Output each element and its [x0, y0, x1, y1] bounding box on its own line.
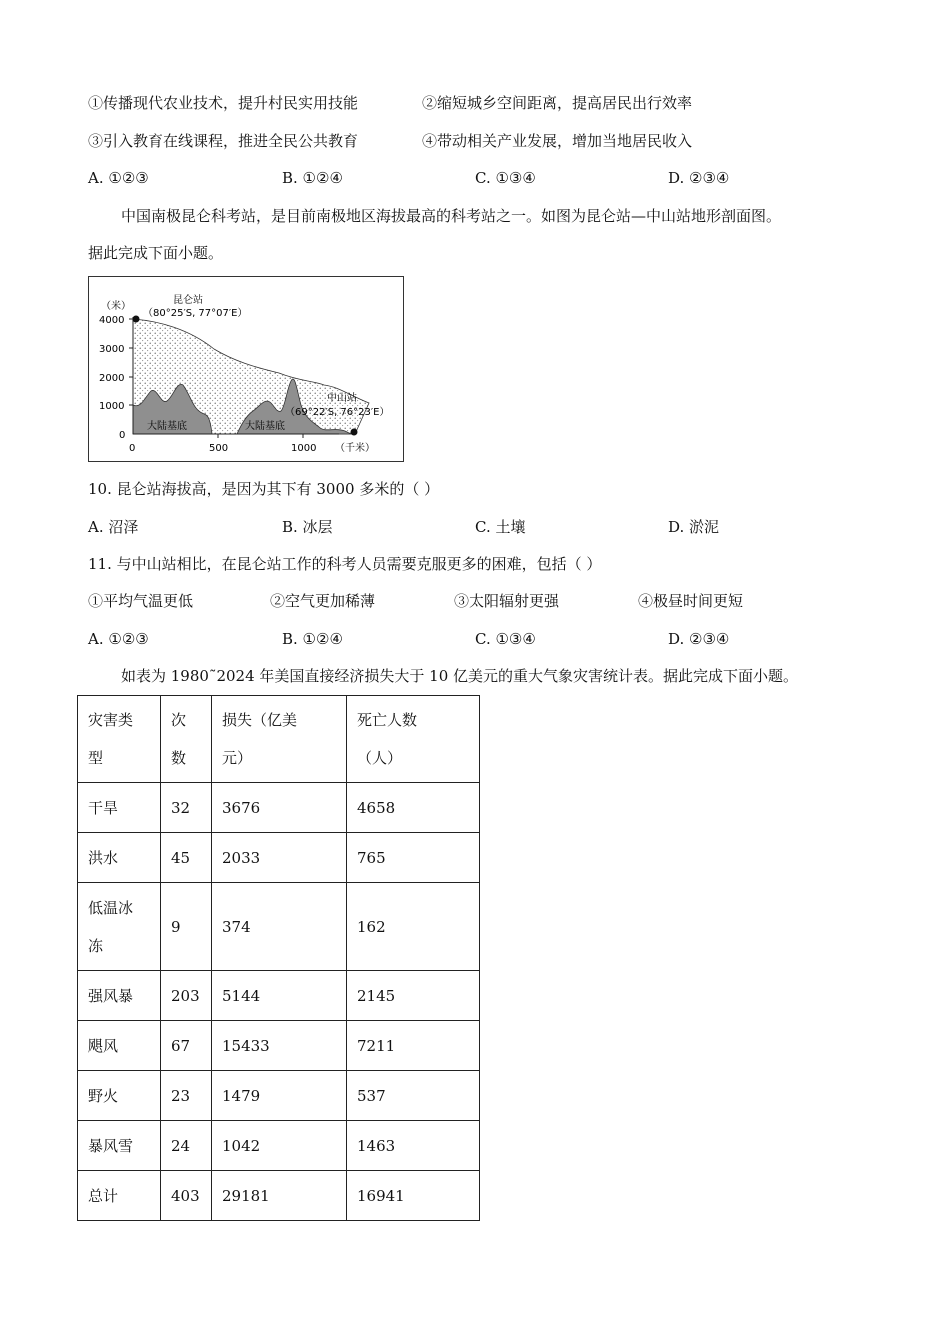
- q11-option-c: C. ①③④: [475, 630, 536, 648]
- table-cell: 16941: [347, 1171, 480, 1221]
- table-cell: 干旱: [78, 783, 161, 833]
- intro-figure-line-2: 据此完成下面小题。: [88, 244, 224, 262]
- table-cell: 1463: [347, 1121, 480, 1171]
- table-cell: 飓风: [78, 1021, 161, 1071]
- q9-statement-3: ③引入教育在线课程，推进全民公共教育: [88, 132, 359, 150]
- q9-statement-4: ④带动相关产业发展，增加当地居民收入: [422, 132, 693, 150]
- q10-option-b: B. 冰层: [282, 518, 333, 536]
- intro-figure-line-1: 中国南极昆仑科考站，是目前南极地区海拔最高的科考站之一。如图为昆仑站—中山站地形剖面图。: [121, 207, 782, 225]
- table-cell: 29181: [212, 1171, 347, 1221]
- disaster-statistics-table: [77, 695, 480, 1221]
- table-header-cell: 次 数: [161, 696, 212, 783]
- table-header-cell: 灾害类 型: [78, 696, 161, 783]
- x-tick-0: 0: [129, 443, 136, 454]
- table-cell: 23: [161, 1071, 212, 1121]
- continental-base-label-1: 大陆基底: [147, 421, 187, 432]
- table-cell: 9: [161, 883, 212, 971]
- table-header-row: [78, 696, 480, 783]
- y-tick-2000: 2000: [99, 373, 125, 384]
- q11-option-a: A. ①②③: [88, 630, 149, 648]
- zhongshan-station-label: 中山站: [327, 393, 357, 404]
- table-cell: 野火: [78, 1071, 161, 1121]
- intro-table: 如表为 1980˜2024 年美国直接经济损失大于 10 亿美元的重大气象灾害统计表。据此完成下面小题。: [121, 667, 799, 685]
- table-row: [78, 783, 480, 833]
- table-cell: 3676: [212, 783, 347, 833]
- y-tick-3000: 3000: [99, 344, 125, 355]
- table-cell: 203: [161, 971, 212, 1021]
- q11-option-b: B. ①②④: [282, 630, 343, 648]
- table-cell: 2145: [347, 971, 480, 1021]
- table-cell: 162: [347, 883, 480, 971]
- q11-statement-4: ④极昼时间更短: [638, 592, 744, 610]
- table-cell: 15433: [212, 1021, 347, 1071]
- kunlun-station-label: 昆仑站: [173, 295, 203, 306]
- table-cell: 45: [161, 833, 212, 883]
- zhongshan-station-point: [351, 429, 358, 436]
- table-cell: 32: [161, 783, 212, 833]
- terrain-profile-svg: [89, 277, 405, 463]
- table-row: [78, 883, 480, 971]
- table-row: [78, 971, 480, 1021]
- q9-statement-2: ②缩短城乡空间距离，提高居民出行效率: [422, 94, 693, 112]
- q11-statement-1: ①平均气温更低: [88, 592, 194, 610]
- y-axis-unit: （米）: [101, 301, 131, 312]
- q11-statement-2: ②空气更加稀薄: [270, 592, 376, 610]
- table-cell: 403: [161, 1171, 212, 1221]
- table-cell: 1042: [212, 1121, 347, 1171]
- y-tick-0: 0: [119, 430, 126, 441]
- q9-option-d: D. ②③④: [668, 169, 730, 187]
- table-cell: 67: [161, 1021, 212, 1071]
- continental-base-label-2: 大陆基底: [245, 421, 285, 432]
- y-tick-4000: 4000: [99, 315, 125, 326]
- table-cell: 537: [347, 1071, 480, 1121]
- table-cell: 2033: [212, 833, 347, 883]
- table-cell: 374: [212, 883, 347, 971]
- x-tick-500: 500: [209, 443, 229, 454]
- table-cell: 765: [347, 833, 480, 883]
- q10-stem: 10. 昆仑站海拔高，是因为其下有 3000 多米的（ ）: [88, 480, 440, 498]
- table-cell: 强风暴: [78, 971, 161, 1021]
- y-tick-1000: 1000: [99, 401, 125, 412]
- x-axis-unit: （千米）: [335, 443, 375, 454]
- table-cell: 7211: [347, 1021, 480, 1071]
- table-cell: 总计: [78, 1171, 161, 1221]
- kunlun-station-point: [133, 316, 140, 323]
- table-cell: 5144: [212, 971, 347, 1021]
- q9-statement-1: ①传播现代农业技术，提升村民实用技能: [88, 94, 359, 112]
- q10-option-c: C. 土壤: [475, 518, 526, 536]
- table-cell: 暴风雪: [78, 1121, 161, 1171]
- table-cell: 4658: [347, 783, 480, 833]
- q9-option-b: B. ①②④: [282, 169, 343, 187]
- table-cell: 低温冰 冻: [78, 883, 161, 971]
- q11-option-d: D. ②③④: [668, 630, 730, 648]
- table-row: [78, 833, 480, 883]
- q11-statement-3: ③太阳辐射更强: [454, 592, 560, 610]
- table-row: [78, 1021, 480, 1071]
- q10-option-a: A. 沼泽: [88, 518, 139, 536]
- table-cell: 洪水: [78, 833, 161, 883]
- q11-stem: 11. 与中山站相比，在昆仑站工作的科考人员需要克服更多的困难，包括（ ）: [88, 555, 602, 573]
- table-row: [78, 1171, 480, 1221]
- terrain-profile-figure: [88, 276, 404, 462]
- q9-option-a: A. ①②③: [88, 169, 149, 187]
- table-cell: 1479: [212, 1071, 347, 1121]
- table-cell: 24: [161, 1121, 212, 1171]
- q10-option-d: D. 淤泥: [668, 518, 720, 536]
- table-header-cell: 死亡人数 （人）: [347, 696, 480, 783]
- table-header-cell: 损失（亿美 元）: [212, 696, 347, 783]
- table-row: [78, 1071, 480, 1121]
- q9-option-c: C. ①③④: [475, 169, 536, 187]
- table-row: [78, 1121, 480, 1171]
- x-tick-1000: 1000: [291, 443, 317, 454]
- zhongshan-station-coord: （69°22′S, 76°23′E）: [285, 407, 390, 418]
- kunlun-station-coord: （80°25′S, 77°07′E）: [143, 308, 248, 319]
